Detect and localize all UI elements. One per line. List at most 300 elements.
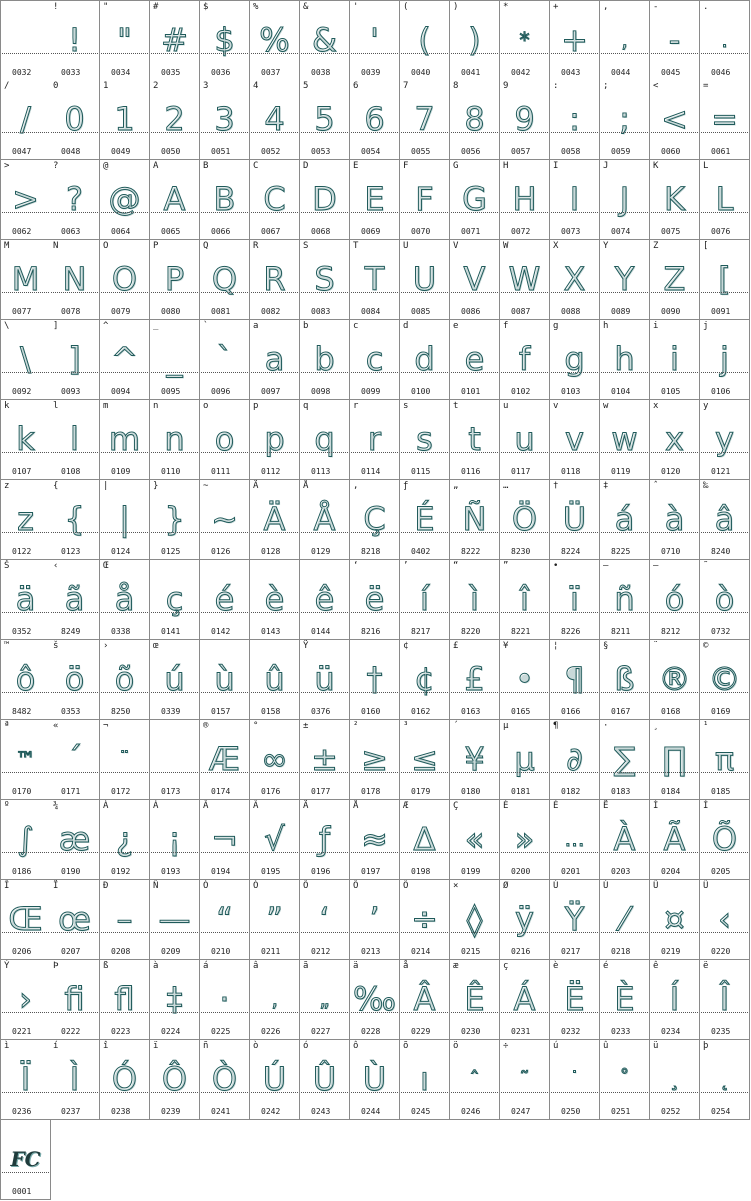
glyph-code-label: 8482	[12, 707, 32, 716]
glyph-code-label: 0166	[561, 707, 581, 716]
glyph-code-label: 0185	[711, 787, 731, 796]
baseline-dotted-line	[101, 372, 148, 373]
glyph-code-label: 0167	[611, 707, 631, 716]
glyph-cell	[550, 960, 600, 1040]
baseline-dotted-line	[601, 1012, 648, 1013]
glyph-sample: ˙	[569, 1067, 580, 1091]
glyph-code-label: 0229	[411, 1027, 431, 1036]
baseline-dotted-line	[401, 852, 448, 853]
glyph-sample: |	[119, 500, 130, 538]
glyph-code-label: 0254	[711, 1107, 731, 1116]
glyph-sample: ™	[15, 747, 36, 771]
glyph-cell	[700, 240, 750, 320]
glyph-sample: 4	[264, 100, 285, 138]
glyph-code-label: 0069	[361, 227, 381, 236]
glyph-cell	[250, 880, 300, 960]
baseline-dotted-line	[51, 532, 98, 533]
glyph-code-label: 0039	[361, 68, 381, 77]
glyph-sample: æ	[58, 820, 91, 858]
glyph-cell	[200, 400, 250, 480]
glyph-sample: i	[670, 340, 679, 378]
baseline-dotted-line	[651, 852, 698, 853]
baseline-dotted-line	[501, 53, 548, 54]
glyph-key-label: É	[553, 801, 559, 811]
baseline-dotted-line	[701, 53, 748, 54]
glyph-key-label: *	[503, 2, 509, 12]
glyph-code-label: 0247	[511, 1107, 531, 1116]
glyph-sample: ◊	[466, 900, 483, 938]
glyph-cell	[650, 160, 700, 240]
glyph-key-label: ~	[203, 481, 209, 491]
glyph-key-label: ©	[703, 641, 709, 651]
glyph-cell	[450, 160, 500, 240]
glyph-sample: r	[367, 420, 382, 458]
glyph-code-label: 0059	[611, 147, 631, 156]
glyph-code-label: 0066	[211, 227, 231, 236]
glyph-key-label: â	[253, 961, 259, 971]
baseline-dotted-line	[451, 53, 498, 54]
glyph-cell	[100, 1040, 150, 1120]
glyph-key-label: Ì	[653, 801, 659, 811]
glyph-key-label: †	[553, 481, 559, 491]
glyph-cell	[500, 800, 550, 880]
baseline-dotted-line	[501, 132, 548, 133]
glyph-key-label: (	[403, 2, 409, 12]
glyph-sample: ƒ	[318, 820, 331, 858]
glyph-code-label: 0070	[411, 227, 431, 236]
glyph-code-label: 8249	[61, 627, 81, 636]
glyph-cell	[500, 0, 550, 81]
glyph-code-label: 0074	[611, 227, 631, 236]
glyph-sample: W	[508, 260, 541, 298]
glyph-cell	[500, 1040, 550, 1120]
glyph-key-label: õ	[403, 1041, 409, 1051]
glyph-sample: ï	[570, 580, 579, 618]
glyph-key-label: z	[4, 481, 10, 491]
glyph-code-label: 0732	[711, 627, 731, 636]
glyph-cell	[500, 400, 550, 480]
glyph-cell	[350, 480, 400, 560]
baseline-dotted-line	[601, 932, 648, 933]
baseline-dotted-line	[551, 612, 598, 613]
glyph-code-label: 0101	[461, 387, 481, 396]
glyph-cell	[600, 800, 650, 880]
glyph-code-label: 0186	[12, 867, 32, 876]
glyph-cell	[50, 640, 100, 720]
baseline-dotted-line	[401, 212, 448, 213]
glyph-cell	[600, 160, 650, 240]
glyph-cell	[550, 720, 600, 800]
glyph-sample: è	[264, 580, 285, 618]
glyph-key-label: @	[103, 161, 109, 171]
glyph-cell	[550, 160, 600, 240]
glyph-code-label: 0057	[511, 147, 531, 156]
baseline-dotted-line	[651, 1012, 698, 1013]
glyph-code-label: 8250	[111, 707, 131, 716]
glyph-cell	[500, 880, 550, 960]
glyph-cell	[650, 720, 700, 800]
glyph-code-label: 0180	[461, 787, 481, 796]
glyph-sample: û	[264, 660, 285, 698]
glyph-key-label: Ç	[453, 801, 459, 811]
glyph-key-label: à	[153, 961, 159, 971]
glyph-sample	[1, 17, 50, 63]
glyph-key-label: ¶	[553, 721, 559, 731]
baseline-dotted-line	[101, 292, 148, 293]
glyph-key-label: ‚	[353, 481, 359, 491]
baseline-dotted-line	[201, 852, 248, 853]
glyph-key-label: á	[203, 961, 209, 971]
glyph-code-label: 0199	[461, 867, 481, 876]
glyph-sample: V	[463, 260, 486, 298]
glyph-sample: h	[614, 340, 635, 378]
glyph-sample: L	[715, 180, 734, 218]
glyph-key-label: D	[303, 161, 309, 171]
glyph-cell	[700, 480, 750, 560]
glyph-cell	[550, 560, 600, 640]
baseline-dotted-line	[601, 372, 648, 373]
glyph-cell	[150, 1040, 200, 1120]
glyph-key-label: ¢	[403, 641, 409, 651]
glyph-cell	[650, 240, 700, 320]
glyph-cell	[350, 560, 400, 640]
glyph-cell	[650, 0, 700, 81]
glyph-sample: ô	[15, 660, 36, 698]
glyph-key-label: Ã	[253, 801, 259, 811]
glyph-key-label: j	[703, 321, 709, 331]
baseline-dotted-line	[551, 692, 598, 693]
glyph-key-label: _	[153, 321, 159, 331]
glyph-code-label: 0141	[161, 627, 181, 636]
glyph-key-label: [	[703, 241, 709, 251]
baseline-dotted-line	[151, 132, 198, 133]
glyph-sample: ß	[614, 660, 635, 698]
baseline-dotted-line	[101, 772, 148, 773]
baseline-dotted-line	[551, 932, 598, 933]
glyph-key-label: ƒ	[403, 481, 409, 491]
baseline-dotted-line	[351, 292, 398, 293]
glyph-code-label: 0224	[161, 1027, 181, 1036]
glyph-code-label: 0083	[311, 307, 331, 316]
glyph-cell	[50, 480, 100, 560]
glyph-code-label: 0087	[511, 307, 531, 316]
glyph-key-label: "	[103, 2, 109, 12]
glyph-key-label: ‡	[603, 481, 609, 491]
glyph-key-label: {	[53, 481, 59, 491]
glyph-key-label: È	[503, 801, 509, 811]
baseline-dotted-line	[651, 932, 698, 933]
glyph-sample: ,	[621, 28, 628, 52]
glyph-sample: T	[364, 260, 385, 298]
glyph-cell	[100, 80, 150, 160]
glyph-key-label: ‘	[353, 561, 359, 571]
glyph-cell	[600, 640, 650, 720]
glyph-code-label: 0049	[111, 147, 131, 156]
glyph-cell	[50, 960, 100, 1040]
glyph-key-label: ö	[453, 1041, 459, 1051]
baseline-dotted-line	[601, 612, 648, 613]
glyph-code-label: 0114	[361, 467, 381, 476]
glyph-key-label: o	[203, 401, 209, 411]
glyph-key-label: è	[553, 961, 559, 971]
glyph-key-label: U	[403, 241, 409, 251]
baseline-dotted-line	[551, 292, 598, 293]
baseline-dotted-line	[301, 372, 348, 373]
glyph-cell	[350, 720, 400, 800]
glyph-sample: 2	[164, 100, 185, 138]
glyph-cell	[50, 880, 100, 960]
glyph-key-label: ?	[53, 161, 59, 171]
glyph-key-label: Ä	[303, 801, 309, 811]
glyph-cell	[150, 560, 200, 640]
baseline-dotted-line	[351, 692, 398, 693]
glyph-cell	[500, 160, 550, 240]
glyph-sample: Ü	[562, 500, 587, 538]
glyph-code-label: 8221	[511, 627, 531, 636]
glyph-code-label: 0061	[711, 147, 731, 156]
baseline-dotted-line	[151, 452, 198, 453]
glyph-sample: ù	[214, 660, 235, 698]
baseline-dotted-line	[451, 132, 498, 133]
glyph-sample: ≈	[361, 820, 388, 858]
glyph-cell	[0, 320, 51, 400]
glyph-sample: ”	[266, 900, 283, 938]
glyph-key-label: ú	[553, 1041, 559, 1051]
glyph-cell	[0, 1040, 51, 1120]
glyph-cell	[150, 240, 200, 320]
glyph-sample: Á	[513, 980, 536, 1018]
baseline-dotted-line	[301, 932, 348, 933]
baseline-dotted-line	[201, 612, 248, 613]
baseline-dotted-line	[501, 532, 548, 533]
glyph-cell	[400, 240, 450, 320]
glyph-sample: N	[62, 260, 87, 298]
glyph-sample: ‚	[271, 987, 278, 1011]
baseline-dotted-line	[401, 1012, 448, 1013]
glyph-code-label: 0231	[511, 1027, 531, 1036]
baseline-dotted-line	[151, 612, 198, 613]
baseline-dotted-line	[51, 772, 98, 773]
glyph-code-label: 0220	[711, 947, 731, 956]
glyph-cell	[50, 240, 100, 320]
glyph-code-label: 0157	[211, 707, 231, 716]
baseline-dotted-line	[301, 772, 348, 773]
baseline-dotted-line	[201, 132, 248, 133]
glyph-key-label: a	[253, 321, 259, 331]
glyph-key-label: J	[603, 161, 609, 171]
baseline-dotted-line	[101, 212, 148, 213]
glyph-key-label: w	[603, 401, 609, 411]
glyph-cell	[300, 160, 350, 240]
glyph-key-label: ,	[603, 2, 609, 12]
baseline-dotted-line	[701, 452, 748, 453]
glyph-key-label: k	[4, 401, 10, 411]
glyph-sample: ﬂ	[114, 980, 135, 1018]
baseline-dotted-line	[51, 1012, 98, 1013]
glyph-key-label: ÷	[503, 1041, 509, 1051]
glyph-code-label: 0205	[711, 867, 731, 876]
glyph-code-label: 0038	[311, 68, 331, 77]
glyph-key-label: Î	[4, 881, 10, 891]
glyph-code-label: 0179	[411, 787, 431, 796]
glyph-key-label: ß	[103, 961, 109, 971]
glyph-key-label: l	[53, 401, 59, 411]
glyph-key-label: ë	[703, 961, 709, 971]
glyph-sample: ≥	[361, 740, 388, 778]
glyph-code-label: 0206	[12, 947, 32, 956]
glyph-sample: ?	[66, 180, 83, 218]
glyph-sample: Å	[313, 500, 336, 538]
glyph-key-label: Y	[603, 241, 609, 251]
glyph-code-label: 0126	[211, 547, 231, 556]
glyph-sample: K	[664, 180, 685, 218]
baseline-dotted-line	[151, 53, 198, 54]
baseline-dotted-line	[301, 692, 348, 693]
baseline-dotted-line	[51, 1092, 98, 1093]
baseline-dotted-line	[251, 692, 298, 693]
glyph-code-label: 0111	[211, 467, 231, 476]
glyph-sample: Ì	[69, 1060, 80, 1098]
glyph-cell	[400, 400, 450, 480]
glyph-sample: J	[619, 180, 630, 218]
glyph-code-label: 0241	[211, 1107, 231, 1116]
glyph-cell	[200, 480, 250, 560]
glyph-cell	[400, 160, 450, 240]
baseline-dotted-line	[51, 53, 98, 54]
glyph-sample: ç	[165, 580, 184, 618]
glyph-cell	[250, 960, 300, 1040]
glyph-cell	[0, 0, 51, 81]
baseline-dotted-line	[101, 692, 148, 693]
glyph-sample: µ	[514, 740, 535, 778]
glyph-code-label: 0171	[61, 787, 81, 796]
baseline-dotted-line	[401, 53, 448, 54]
glyph-key-label: œ	[153, 641, 159, 651]
glyph-key-label: Ð	[103, 881, 109, 891]
glyph-code-label: 0034	[111, 68, 131, 77]
glyph-sample: e	[464, 340, 485, 378]
baseline-dotted-line	[551, 1092, 598, 1093]
glyph-key-label: Ò	[203, 881, 209, 891]
glyph-code-label: 0219	[661, 947, 681, 956]
glyph-code-label: 0190	[61, 867, 81, 876]
glyph-sample: ®	[658, 660, 691, 698]
glyph-cell	[250, 640, 300, 720]
glyph-sample: 7	[414, 100, 435, 138]
baseline-dotted-line	[701, 852, 748, 853]
glyph-cell	[0, 640, 51, 720]
glyph-cell	[50, 160, 100, 240]
glyph-sample: >	[12, 180, 39, 218]
glyph-key-label: Õ	[353, 881, 359, 891]
glyph-cell	[100, 320, 150, 400]
baseline-dotted-line	[401, 132, 448, 133]
glyph-code-label: 0043	[561, 68, 581, 77]
glyph-cell	[250, 800, 300, 880]
glyph-key-label: '	[353, 2, 359, 12]
glyph-sample: !	[68, 21, 81, 59]
glyph-key-label: ê	[653, 961, 659, 971]
baseline-dotted-line	[301, 1012, 348, 1013]
glyph-code-label: 0250	[561, 1107, 581, 1116]
glyph-key-label: Œ	[103, 561, 109, 571]
glyph-sample: )	[468, 21, 481, 59]
glyph-cell	[200, 160, 250, 240]
glyph-key-label: d	[403, 321, 409, 331]
baseline-dotted-line	[151, 1012, 198, 1013]
glyph-code-label: 8225	[611, 547, 631, 556]
glyph-sample: Y	[614, 260, 635, 298]
glyph-code-label: 0055	[411, 147, 431, 156]
glyph-cell	[550, 80, 600, 160]
glyph-key-label: °	[253, 721, 259, 731]
glyph-cell	[700, 320, 750, 400]
font-logo-glyph: FC	[10, 1147, 41, 1171]
baseline-dotted-line	[151, 932, 198, 933]
glyph-sample: î	[520, 580, 529, 618]
glyph-key-label: f	[503, 321, 509, 331]
glyph-key-label: Š	[4, 561, 10, 571]
glyph-code-label: 0078	[61, 307, 81, 316]
glyph-key-label: c	[353, 321, 359, 331]
glyph-sample: g	[564, 340, 585, 378]
glyph-key-label: ™	[4, 641, 10, 651]
glyph-sample: ’	[369, 900, 380, 938]
glyph-key-label: W	[503, 241, 509, 251]
glyph-code-label: 0094	[111, 387, 131, 396]
glyph-cell	[600, 320, 650, 400]
glyph-cell	[50, 1040, 100, 1120]
glyph-code-label: 0099	[361, 387, 381, 396]
glyph-key-label: :	[553, 81, 559, 91]
glyph-sample: :	[569, 100, 580, 138]
baseline-dotted-line	[651, 53, 698, 54]
glyph-code-label: 0082	[261, 307, 281, 316]
glyph-code-label: 8240	[711, 547, 731, 556]
glyph-cell	[100, 880, 150, 960]
glyph-sample: •	[515, 660, 534, 698]
glyph-sample: &	[312, 21, 337, 59]
glyph-cell	[500, 240, 550, 320]
glyph-key-label: h	[603, 321, 609, 331]
glyph-sample: E	[364, 180, 385, 218]
baseline-dotted-line	[201, 1012, 248, 1013]
glyph-key-label: ›	[103, 641, 109, 651]
glyph-key-label: í	[53, 1041, 59, 1051]
glyph-cell	[650, 880, 700, 960]
glyph-cell	[350, 320, 400, 400]
glyph-cell	[150, 800, 200, 880]
glyph-key-label: A	[153, 161, 159, 171]
glyph-code-label: 0376	[311, 707, 331, 716]
glyph-cell	[350, 0, 400, 81]
glyph-cell	[450, 80, 500, 160]
baseline-dotted-line	[2, 852, 49, 853]
glyph-sample: à	[664, 500, 685, 538]
glyph-key-label: ¬	[103, 721, 109, 731]
glyph-key-label: )	[453, 2, 459, 12]
glyph-key-label: X	[553, 241, 559, 251]
glyph-sample: †	[366, 660, 383, 698]
glyph-code-label: 0710	[661, 547, 681, 556]
glyph-code-label: 0037	[261, 68, 281, 77]
glyph-sample: ±	[311, 740, 338, 778]
glyph-cell	[0, 960, 51, 1040]
glyph-sample: ó	[664, 580, 685, 618]
glyph-sample: 6	[364, 100, 385, 138]
glyph-key-label: ±	[303, 721, 309, 731]
glyph-sample: ﬁ	[64, 980, 85, 1018]
